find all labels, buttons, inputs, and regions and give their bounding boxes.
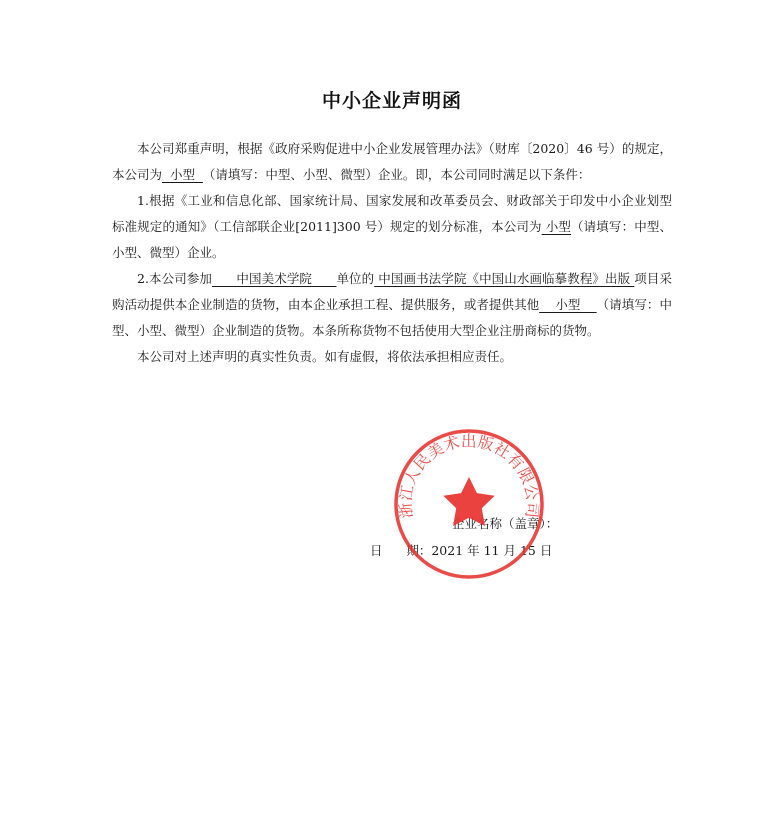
date-value: 2021 年 11 月 15 日 xyxy=(431,543,553,558)
declaration-body xyxy=(112,136,672,370)
p4-text: 本公司对上述声明的真实性负责。如有虚假，将依法承担相应责任。 xyxy=(137,349,513,364)
paragraph-condition-2 xyxy=(112,266,672,344)
p3-text-b: 单位的 xyxy=(336,271,375,286)
paragraph-condition-1 xyxy=(112,188,672,266)
document-title: 中小企业声明函 xyxy=(321,90,462,112)
p3-text-a: 2.本公司参加 xyxy=(137,271,213,286)
p1-text-b: （请填写：中型、小型、微型）企业。即，本公司同时满足以下条件： xyxy=(202,167,591,182)
company-seal-stamp xyxy=(393,428,545,580)
p2-fill-enterprise-size: 小型 xyxy=(541,219,572,234)
p1-fill-enterprise-size: 小型 xyxy=(162,167,203,182)
paragraph-declaration xyxy=(112,136,672,188)
p1-text-a: 本公司郑重声明，根据《政府采购促进中小企业发展管理办法》（财库〔2020〕46 号）的规定，本公司为 xyxy=(112,141,672,182)
p3-fill-purchaser: 中国美术学院 xyxy=(212,271,337,286)
company-name-line: 企业名称（盖章）： xyxy=(452,516,559,531)
paragraph-responsibility xyxy=(112,344,672,370)
p2-text-b: （请填写：中型、小型、微型）企业。 xyxy=(112,219,672,260)
seal-star-icon xyxy=(443,477,494,526)
p3-text-d: （请填写：中型、小型、微型）企业制造的货物。本条所称货物不包括使用大型企业注册商标的货物。 xyxy=(112,297,672,338)
p3-fill-enterprise-size: 小型 xyxy=(539,297,597,312)
p3-fill-project: 中国画书法学院《中国山水画临摹教程》出版 xyxy=(374,271,635,286)
seal-text: 浙江人民美术出版社有限公司 xyxy=(396,432,542,520)
p3-text-c: 项目采购活动提供本企业制造的货物，由本企业承担工程、提供服务，或者提供其他 xyxy=(112,271,672,312)
p2-text-a: 1.根据《工业和信息化部、国家统计局、国家发展和改革委员会、财政部关于印发中小企业划型标准规定的通知》（工信部联企业[2011]300 号）规定的划分标准，本公司为 xyxy=(112,193,672,234)
date-label: 日 期： xyxy=(370,543,432,558)
